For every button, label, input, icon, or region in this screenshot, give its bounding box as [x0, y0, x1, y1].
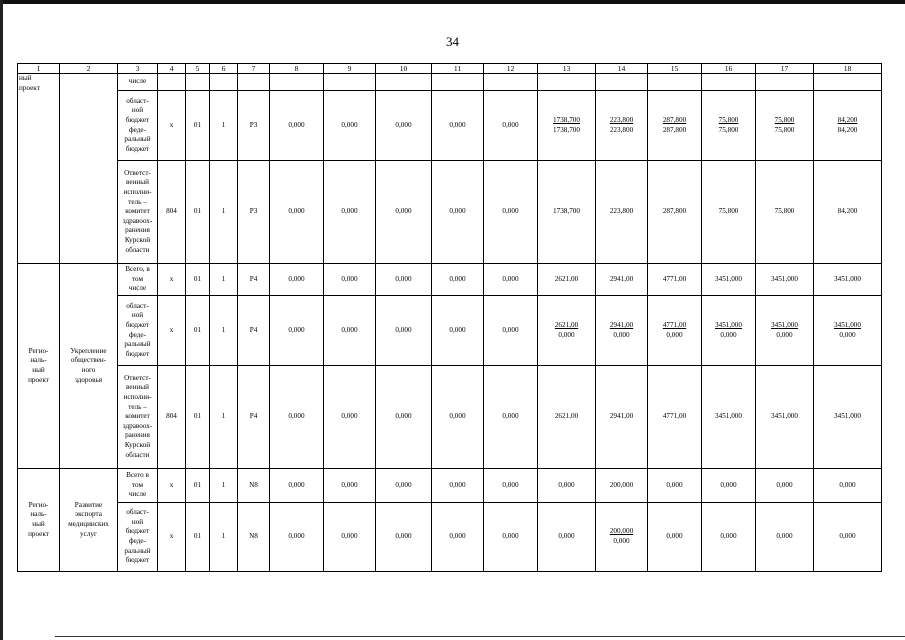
table-cell: 0,000	[270, 366, 324, 469]
table-cell	[756, 296, 814, 366]
header-cell: 1	[18, 64, 60, 74]
table-cell: P4	[238, 264, 270, 296]
table-cell: 01	[186, 91, 210, 161]
header-cell: 17	[756, 64, 814, 74]
table-cell: 1	[210, 366, 238, 469]
header-cell: 5	[186, 64, 210, 74]
table-cell: 0,000	[270, 91, 324, 161]
value-bottom: 0,000	[558, 330, 575, 339]
project-type-cell: ный проект	[18, 74, 60, 264]
value-bottom: 84,200	[837, 125, 858, 134]
table-cell: 1738,700	[538, 161, 596, 264]
value-top: 2941,00	[609, 320, 634, 329]
table-cell: 0,000	[376, 469, 432, 503]
table-cell	[432, 74, 484, 91]
table-cell: 3451,000	[814, 366, 882, 469]
funding-source-cell: област- ной бюджет феде- ральный бюджет	[118, 91, 158, 161]
header-row	[18, 64, 882, 74]
table-cell: 0,000	[484, 161, 538, 264]
value-bottom: 0,000	[776, 330, 793, 339]
table-cell	[648, 74, 702, 91]
funding-source-cell: област- ной бюджет феде- ральный бюджет	[118, 296, 158, 366]
budget-table	[17, 63, 882, 572]
table-cell: 0,000	[432, 264, 484, 296]
table-cell: 75,800	[702, 161, 756, 264]
table-row	[18, 91, 882, 161]
table-cell: 0,000	[432, 161, 484, 264]
table-cell: 0,000	[376, 91, 432, 161]
header-cell: 14	[596, 64, 648, 74]
table-row	[18, 503, 882, 572]
table-cell: 0,000	[270, 264, 324, 296]
table-cell: 0,000	[538, 503, 596, 572]
table-cell: 01	[186, 264, 210, 296]
table-cell: 1	[210, 503, 238, 572]
header-cell: 13	[538, 64, 596, 74]
header-cell: 3	[118, 64, 158, 74]
table-cell	[538, 91, 596, 161]
funding-source-cell: Ответст- венный исполни- тель – комитет здравоох- ранения Курской области	[118, 161, 158, 264]
project-name-cell	[60, 74, 118, 264]
value-bottom: 1738,700	[553, 125, 580, 134]
table-cell	[702, 91, 756, 161]
table-cell: 3451,000	[756, 366, 814, 469]
table-cell: 2621,00	[538, 366, 596, 469]
page-number: 34	[446, 34, 459, 49]
value-top: 1738,700	[553, 115, 580, 124]
funding-source-cell: Ответст- венный исполни- тель – комитет здравоох- ранения Курской области	[118, 366, 158, 469]
table-cell: 0,000	[484, 503, 538, 572]
table-cell: 2941,00	[596, 264, 648, 296]
table-cell	[648, 296, 702, 366]
value-top: 75,800	[774, 115, 795, 124]
table-cell: 0,000	[814, 503, 882, 572]
value-top: 3451,000	[834, 320, 861, 329]
project-type-cell: Регио- наль- ный проект	[18, 264, 60, 469]
header-cell: 7	[238, 64, 270, 74]
header-cell: 10	[376, 64, 432, 74]
table-cell: 4771,00	[648, 264, 702, 296]
table-cell: 75,800	[756, 161, 814, 264]
value-top: 200,000	[609, 527, 634, 536]
header-cell: 2	[60, 64, 118, 74]
value-top: 223,800	[609, 115, 634, 124]
table-row	[18, 161, 882, 264]
table-cell: 0,000	[702, 469, 756, 503]
table-cell	[538, 74, 596, 91]
table-cell: 804	[158, 366, 186, 469]
funding-source-cell: Всего, в том числе	[118, 264, 158, 296]
table-cell: 3451,000	[756, 264, 814, 296]
table-cell: 0,000	[324, 503, 376, 572]
table-row	[18, 74, 882, 91]
table-cell: N8	[238, 469, 270, 503]
header-cell: 18	[814, 64, 882, 74]
table-cell: 0,000	[324, 366, 376, 469]
table-cell: 0,000	[484, 91, 538, 161]
value-bottom: 75,800	[718, 125, 739, 134]
table-cell	[648, 91, 702, 161]
table-cell: 0,000	[432, 469, 484, 503]
table-cell: 4771,00	[648, 366, 702, 469]
funding-source-cell: област- ной бюджет феде- ральный бюджет	[118, 503, 158, 572]
table-cell	[210, 74, 238, 91]
value-bottom: 0,000	[839, 330, 856, 339]
header-cell: 9	[324, 64, 376, 74]
table-cell: x	[158, 503, 186, 572]
table-cell: 01	[186, 469, 210, 503]
value-bottom: 223,800	[609, 125, 634, 134]
value-top: 75,800	[718, 115, 739, 124]
table-cell	[596, 91, 648, 161]
table-cell: x	[158, 296, 186, 366]
table-cell: 0,000	[484, 264, 538, 296]
table-cell: 0,000	[432, 503, 484, 572]
table-cell	[270, 74, 324, 91]
table-cell	[484, 74, 538, 91]
bottom-rule	[55, 636, 905, 637]
table-cell: 0,000	[756, 503, 814, 572]
table-cell: 0,000	[756, 469, 814, 503]
header-cell: 11	[432, 64, 484, 74]
value-top: 84,200	[837, 115, 858, 124]
table-cell: 0,000	[376, 366, 432, 469]
table-cell: 287,800	[648, 161, 702, 264]
table-cell: 0,000	[376, 503, 432, 572]
header-cell: 4	[158, 64, 186, 74]
table-cell: N8	[238, 503, 270, 572]
table-cell: 2941,00	[596, 366, 648, 469]
table-cell: 0,000	[324, 264, 376, 296]
table-row	[18, 264, 882, 296]
table-cell: 200,000	[596, 469, 648, 503]
project-name-cell: Укрепление обществен- ного здоровья	[60, 264, 118, 469]
left-border-line	[0, 0, 3, 640]
table-cell	[596, 503, 648, 572]
value-bottom: 0,000	[720, 330, 737, 339]
table-cell: 01	[186, 366, 210, 469]
header-cell: 12	[484, 64, 538, 74]
value-top: 287,800	[662, 115, 687, 124]
table-cell: 84,200	[814, 161, 882, 264]
table-cell	[376, 74, 432, 91]
table-cell: 0,000	[484, 366, 538, 469]
value-bottom: 75,800	[774, 125, 795, 134]
table-cell: P4	[238, 366, 270, 469]
value-top: 3451,000	[771, 320, 798, 329]
top-border-line	[0, 0, 905, 4]
table-cell: 3451,000	[702, 366, 756, 469]
funding-source-cell: Всего в том числе	[118, 469, 158, 503]
table-cell: 3451,000	[814, 264, 882, 296]
table-cell: 0,000	[324, 161, 376, 264]
table-cell: 0,000	[324, 91, 376, 161]
table-cell	[814, 74, 882, 91]
table-cell: x	[158, 91, 186, 161]
header-cell: 15	[648, 64, 702, 74]
table-cell: 0,000	[814, 469, 882, 503]
table-cell	[702, 296, 756, 366]
table-cell: P4	[238, 296, 270, 366]
value-top: 4771,00	[662, 320, 687, 329]
table-cell: 1	[210, 469, 238, 503]
value-top: 2621,00	[554, 320, 579, 329]
table-cell: 2621,00	[538, 264, 596, 296]
table-cell: 0,000	[324, 469, 376, 503]
table-cell: 0,000	[432, 366, 484, 469]
table-cell: 0,000	[484, 296, 538, 366]
table-cell	[814, 296, 882, 366]
table-cell	[702, 74, 756, 91]
table-cell: 223,800	[596, 161, 648, 264]
table-row	[18, 296, 882, 366]
table-cell	[538, 296, 596, 366]
table-cell: 01	[186, 296, 210, 366]
table-cell: 0,000	[432, 91, 484, 161]
table-cell: 0,000	[648, 469, 702, 503]
table-cell: 1	[210, 91, 238, 161]
table-cell: 0,000	[270, 296, 324, 366]
table-cell: 1	[210, 264, 238, 296]
table-cell: 0,000	[376, 296, 432, 366]
header-cell: 6	[210, 64, 238, 74]
table-cell: x	[158, 264, 186, 296]
project-name-cell: Развитие экспорта медицинских услуг	[60, 469, 118, 572]
table-cell: 01	[186, 161, 210, 264]
value-bottom: 0,000	[666, 330, 683, 339]
table-cell	[158, 74, 186, 91]
table-cell: P3	[238, 161, 270, 264]
table-cell	[756, 74, 814, 91]
table-cell	[186, 74, 210, 91]
table-cell	[596, 296, 648, 366]
table-cell: 0,000	[270, 469, 324, 503]
header-cell: 8	[270, 64, 324, 74]
table-cell	[596, 74, 648, 91]
table-cell	[238, 74, 270, 91]
table-row	[18, 469, 882, 503]
value-bottom: 0,000	[613, 537, 630, 545]
table-cell: 0,000	[538, 469, 596, 503]
table-cell: 0,000	[376, 264, 432, 296]
table-cell: 0,000	[702, 503, 756, 572]
table-cell	[756, 91, 814, 161]
table-cell: 0,000	[324, 296, 376, 366]
table-cell: 0,000	[432, 296, 484, 366]
table-cell: 0,000	[484, 469, 538, 503]
value-top: 3451,000	[715, 320, 742, 329]
project-type-cell: Регио- наль- ный проект	[18, 469, 60, 572]
table-cell: 0,000	[270, 161, 324, 264]
table-cell: P3	[238, 91, 270, 161]
value-bottom: 0,000	[613, 330, 630, 339]
table-cell	[814, 91, 882, 161]
table-cell: 3451,000	[702, 264, 756, 296]
table-cell: x	[158, 469, 186, 503]
table-cell: 0,000	[376, 161, 432, 264]
funding-source-cell: числе	[118, 74, 158, 91]
table-cell: 804	[158, 161, 186, 264]
table-cell	[324, 74, 376, 91]
table-row	[18, 366, 882, 469]
table-cell: 0,000	[648, 503, 702, 572]
header-cell: 16	[702, 64, 756, 74]
table-cell: 0,000	[270, 503, 324, 572]
value-bottom: 287,800	[662, 125, 687, 134]
table-cell: 1	[210, 296, 238, 366]
table-cell: 01	[186, 503, 210, 572]
table-cell: 1	[210, 161, 238, 264]
